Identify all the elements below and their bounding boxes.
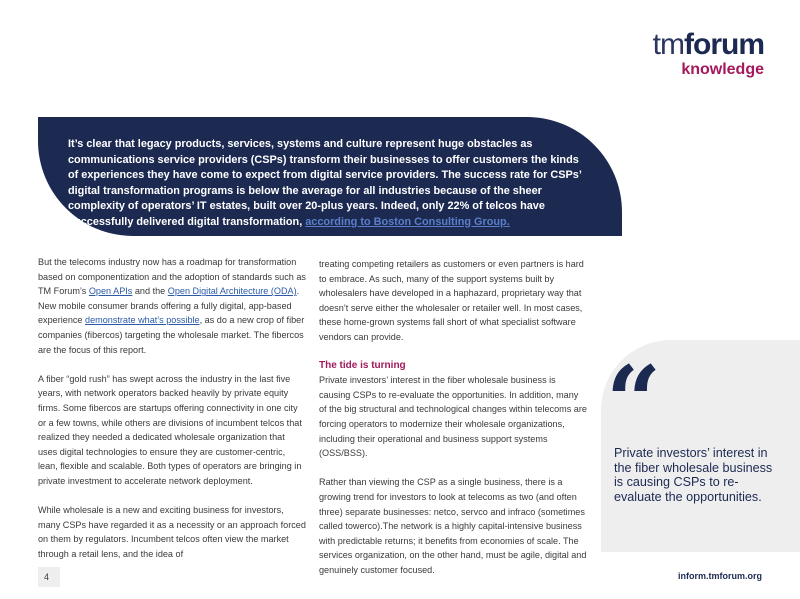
paragraph-5: Private investors’ interest in the fiber wholesale business is causing CSPs to re-evaluate the opportunities. In addition, many of the big structural and technological changes within telecoms are forcing operators to modernize their wholesale organizations, including their operational and business support systems (OSS/BSS). <box>319 375 587 459</box>
section-heading: The tide is turning <box>319 360 406 372</box>
page-number: 4 <box>38 567 60 587</box>
bcg-link[interactable]: according to Boston Consulting Group. <box>305 215 510 228</box>
tmforum-logo <box>653 30 764 79</box>
paragraph-1 <box>38 255 306 357</box>
paragraph-4: treating competing retailers as customers or even partners is hard to embrace. As such, many of the support systems built by wholesalers have developed in a haphazard, proprietary way that doesn’t serve either the wholesaler or retailer well. In most cases, these home-grown systems fall short of what specialist software vendors can provide. <box>319 259 584 342</box>
paragraph-3: While wholesale is a new and exciting business for investors, many CSPs have regarded it as a necessity or an approach forced on them by regulators. Incumbent telcos often view the market through a retail lens, and the idea of <box>38 505 306 559</box>
body-column-right <box>319 257 587 592</box>
text-segment: and the <box>132 286 168 297</box>
intro-panel <box>38 117 622 236</box>
pull-quote-text: Private investors’ interest in the fiber wholesale business is causing CSPs to re-evaluate the opportunities. <box>614 446 773 504</box>
footer-url[interactable]: inform.tmforum.org <box>678 571 762 581</box>
paragraph-2: A fiber “gold rush” has swept across the industry in the last five years, with network operators backed heavily by private equity firms. Some fibercos are startups offering connectivity in one city or a few towns, while others are divisions of incumbent telcos that realized they needed a dedicated wholesale organization that uses digital technologies to ensure they are customer-centric, lean, flexible and scalable. Both types of operators are bringing in private investment to accelerate network deployment. <box>38 373 302 486</box>
open-apis-link[interactable]: Open APIs <box>88 286 133 297</box>
text-segment: , as do a new crop of fiber companies (fibercos) targeting the wholesale market. The fibercos are the focus of this report. <box>38 315 305 355</box>
logo-tm: tm <box>652 28 684 61</box>
text-segment: But the telecoms industry now has a roadmap for transformation based on componentization and the adoption of standards such as TM Forum’s <box>38 257 306 297</box>
logo-wordmark <box>653 30 764 60</box>
logo-forum: forum <box>684 28 764 61</box>
oda-link[interactable]: Open Digital Architecture (ODA) <box>167 286 297 297</box>
intro-text: It’s clear that legacy products, services, systems and culture represent huge obstacles as communications service providers (CSPs) transform their businesses to offer customers the kinds of experiences they have come to expect from digital service providers. The success rate for CSPs’ digital transformation programs is below the average for all industries because of the sheer complexity of operators’ IT estates, built over 20-plus years. Indeed, only 22% of telcos have successfully delivered digital transformation, <box>68 138 582 228</box>
quote-mark-icon: “ <box>606 345 662 458</box>
text-segment: . New mobile consumer brands offering a fully digital, app-based experience <box>38 286 300 326</box>
logo-knowledge: knowledge <box>681 61 764 78</box>
demonstrate-link[interactable]: demonstrate what’s possible <box>85 315 200 326</box>
body-column-left <box>38 255 306 576</box>
paragraph-6: Rather than viewing the CSP as a single business, there is a growing trend for investors to look at telecoms as two (and often three) separate businesses: netco, servco and infraco (sometimes called towerco).The network is a highly capital-intensive business with predictable returns; it benefits from economies of scale. The services organization, on the other hand, must be agile, digital and genuinely customer focused. <box>319 477 587 575</box>
